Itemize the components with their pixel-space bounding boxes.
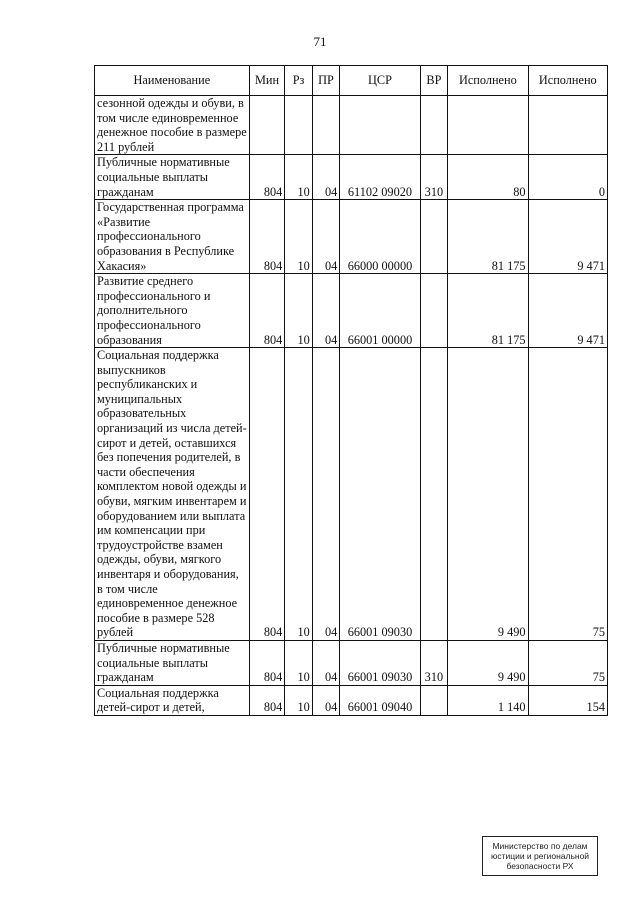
cell-min: 804 xyxy=(249,640,285,685)
cell-min: 804 xyxy=(249,685,285,715)
table-row xyxy=(95,96,608,155)
cell-executed-1: 9 490 xyxy=(448,348,528,641)
cell-csr: 66001 09030 xyxy=(340,640,420,685)
ministry-stamp xyxy=(482,836,598,876)
cell-rz: 10 xyxy=(285,155,312,200)
header-executed-2: Исполнено xyxy=(528,66,607,96)
header-csr: ЦСР xyxy=(340,66,420,96)
page-number: 71 xyxy=(313,34,327,49)
cell-csr: 61102 09020 xyxy=(340,155,420,200)
cell-rz: 10 xyxy=(285,685,312,715)
header-name: Наименование xyxy=(95,66,250,96)
cell-executed-1: 1 140 xyxy=(448,685,528,715)
cell-vr xyxy=(420,348,447,641)
cell-executed-2: 75 xyxy=(528,640,607,685)
cell-executed-1 xyxy=(448,96,528,155)
cell-pr xyxy=(312,96,339,155)
table-row xyxy=(95,640,608,685)
cell-pr: 04 xyxy=(312,640,339,685)
cell-pr: 04 xyxy=(312,155,339,200)
cell-min: 804 xyxy=(249,155,285,200)
cell-csr: 66001 00000 xyxy=(340,274,420,348)
table-row xyxy=(95,348,608,641)
stamp-line-3: безопасности РХ xyxy=(506,861,574,871)
cell-pr: 04 xyxy=(312,200,339,274)
table-row xyxy=(95,685,608,715)
cell-vr: 310 xyxy=(420,640,447,685)
cell-executed-1: 80 xyxy=(448,155,528,200)
cell-min: 804 xyxy=(249,200,285,274)
cell-pr: 04 xyxy=(312,685,339,715)
cell-min: 804 xyxy=(249,274,285,348)
cell-name: Социальная поддержка детей-сирот и детей, xyxy=(95,685,250,715)
cell-name: Публичные нормативные социальные выплаты гражданам xyxy=(95,640,250,685)
cell-executed-2 xyxy=(528,96,607,155)
budget-execution-table xyxy=(94,65,608,716)
header-min: Мин xyxy=(249,66,285,96)
cell-csr xyxy=(340,96,420,155)
cell-executed-2: 9 471 xyxy=(528,200,607,274)
cell-name: Публичные нормативные социальные выплаты гражданам xyxy=(95,155,250,200)
cell-name: сезонной одежды и обуви, в том числе единовременное денежное пособие в размере 211 рублей xyxy=(95,96,250,155)
cell-name: Развитие среднего профессионального и дополнительного профессионального образования xyxy=(95,274,250,348)
cell-executed-2: 75 xyxy=(528,348,607,641)
cell-executed-2: 154 xyxy=(528,685,607,715)
cell-executed-2: 9 471 xyxy=(528,274,607,348)
table-row xyxy=(95,155,608,200)
cell-rz xyxy=(285,96,312,155)
cell-executed-2: 0 xyxy=(528,155,607,200)
table-header-row xyxy=(95,66,608,96)
header-vr: ВР xyxy=(420,66,447,96)
table-row xyxy=(95,274,608,348)
cell-vr: 310 xyxy=(420,155,447,200)
cell-rz: 10 xyxy=(285,640,312,685)
cell-csr: 66001 09040 xyxy=(340,685,420,715)
stamp-line-2: юстиции и региональной xyxy=(490,851,590,861)
cell-executed-1: 81 175 xyxy=(448,200,528,274)
cell-rz: 10 xyxy=(285,348,312,641)
cell-executed-1: 81 175 xyxy=(448,274,528,348)
cell-pr: 04 xyxy=(312,348,339,641)
cell-name: Государственная программа «Развитие профессионального образования в Республике Хакасия» xyxy=(95,200,250,274)
header-pr: ПР xyxy=(312,66,339,96)
table-row xyxy=(95,200,608,274)
cell-vr xyxy=(420,685,447,715)
cell-csr: 66000 00000 xyxy=(340,200,420,274)
header-rz: Рз xyxy=(285,66,312,96)
cell-name: Социальная поддержка выпускников республиканских и муниципальных образовательных организаций из числа детей-сирот и детей, оставшихся без попечения родителей, в части обеспечения комплектом новой одежды и обуви, мягким инвентарем и оборудованием или выплата им компенсации при трудоустройстве взамен одежды, обуви, мягкого инвентаря и оборудования, в том числе единовременное денежное пособие в размере 528 рублей xyxy=(95,348,250,641)
cell-min xyxy=(249,96,285,155)
header-executed-1: Исполнено xyxy=(448,66,528,96)
cell-vr xyxy=(420,274,447,348)
cell-min: 804 xyxy=(249,348,285,641)
stamp-line-1: Министерство по делам xyxy=(492,841,588,851)
cell-rz: 10 xyxy=(285,200,312,274)
cell-csr: 66001 09030 xyxy=(340,348,420,641)
cell-executed-1: 9 490 xyxy=(448,640,528,685)
cell-rz: 10 xyxy=(285,274,312,348)
cell-vr xyxy=(420,96,447,155)
cell-pr: 04 xyxy=(312,274,339,348)
cell-vr xyxy=(420,200,447,274)
